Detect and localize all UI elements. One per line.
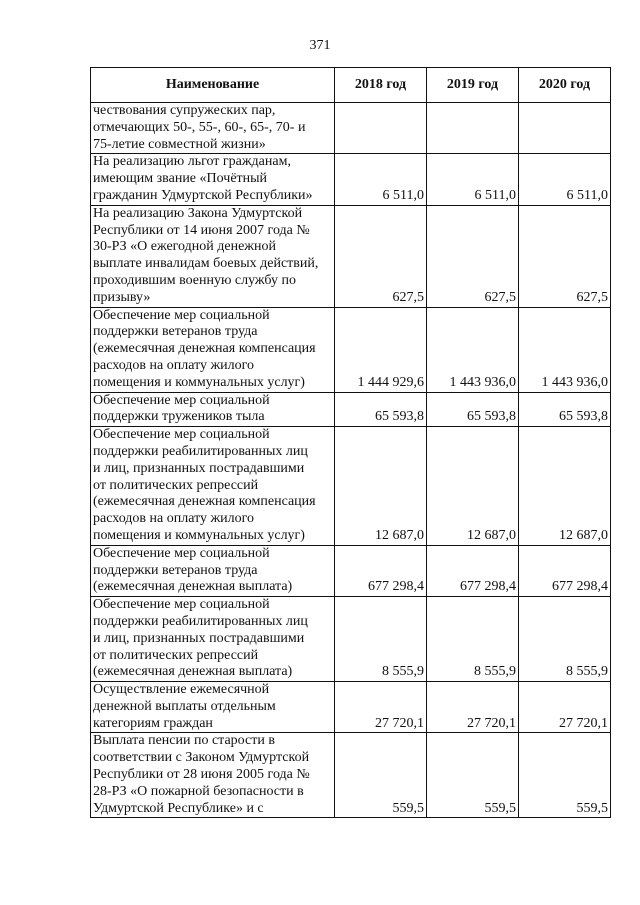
value-2018: 27 720,1 [335,682,427,733]
value-2020: 8 555,9 [519,597,611,682]
value-2018: 677 298,4 [335,545,427,596]
table-row [91,103,611,154]
value-2019: 559,5 [427,733,519,818]
header-2020: 2020 год [519,68,611,103]
value-2018: 627,5 [335,205,427,307]
header-name: Наименование [91,68,335,103]
value-2019: 627,5 [427,205,519,307]
table-row [91,427,611,546]
header-2018: 2018 год [335,68,427,103]
value-2018: 559,5 [335,733,427,818]
value-2019: 1 443 936,0 [427,307,519,392]
value-2020: 1 443 936,0 [519,307,611,392]
value-2019: 65 593,8 [427,392,519,427]
value-2019: 8 555,9 [427,597,519,682]
row-name: Выплата пенсии по старости в соответствии с Законом Удмуртской Республики от 28 июня 2005 года № 28-РЗ «О пожарной безопасности в Удмуртской Республике» и с [91,733,335,818]
value-2018: 8 555,9 [335,597,427,682]
value-2020: 627,5 [519,205,611,307]
value-2020: 6 511,0 [519,154,611,205]
table-row [91,392,611,427]
row-name: Обеспечение мер социальной поддержки реабилитированных лиц и лиц, признанных пострадавшими от политических репрессий (ежемесячная денежная выплата) [91,597,335,682]
value-2020: 65 593,8 [519,392,611,427]
row-name: Осуществление ежемесячной денежной выплаты отдельным категориям граждан [91,682,335,733]
value-2019: 12 687,0 [427,427,519,546]
row-name: На реализацию льгот гражданам, имеющим звание «Почётный гражданин Удмуртской Республики» [91,154,335,205]
row-name: Обеспечение мер социальной поддержки ветеранов труда (ежемесячная денежная компенсация расходов на оплату жилого помещения и коммунальных услуг) [91,307,335,392]
value-2018: 12 687,0 [335,427,427,546]
value-2018: 65 593,8 [335,392,427,427]
table-row [91,733,611,818]
table-row [91,154,611,205]
budget-table [90,67,611,818]
row-name: Обеспечение мер социальной поддержки реабилитированных лиц и лиц, признанных пострадавшими от политических репрессий (ежемесячная денежная компенсация расходов на оплату жилого помещения и коммунальных услуг) [91,427,335,546]
value-2018: 1 444 929,6 [335,307,427,392]
value-2020: 27 720,1 [519,682,611,733]
value-2019: 677 298,4 [427,545,519,596]
value-2019: 6 511,0 [427,154,519,205]
page-number: 371 [309,38,331,53]
row-name: Обеспечение мер социальной поддержки тружеников тыла [91,392,335,427]
value-2018: 6 511,0 [335,154,427,205]
table-row [91,682,611,733]
table-row [91,205,611,307]
value-2020: 559,5 [519,733,611,818]
value-2020: 12 687,0 [519,427,611,546]
table-row [91,597,611,682]
value-2019: 27 720,1 [427,682,519,733]
table-row [91,307,611,392]
value-2020: 677 298,4 [519,545,611,596]
header-2019: 2019 год [427,68,519,103]
row-name: На реализацию Закона Удмуртской Республики от 14 июня 2007 года № 30-РЗ «О ежегодной денежной выплате инвалидам боевых действий, проходившим военную службу по призыву» [91,205,335,307]
table-row [91,545,611,596]
row-name: Обеспечение мер социальной поддержки ветеранов труда (ежемесячная денежная выплата) [91,545,335,596]
row-name: чествования супружеских пар, отмечающих 50-, 55-, 60-, 65-, 70- и 75-летие совместной жизни» [91,103,335,154]
value-2018 [335,103,427,154]
table-header-row [91,68,611,103]
value-2020 [519,103,611,154]
value-2019 [427,103,519,154]
